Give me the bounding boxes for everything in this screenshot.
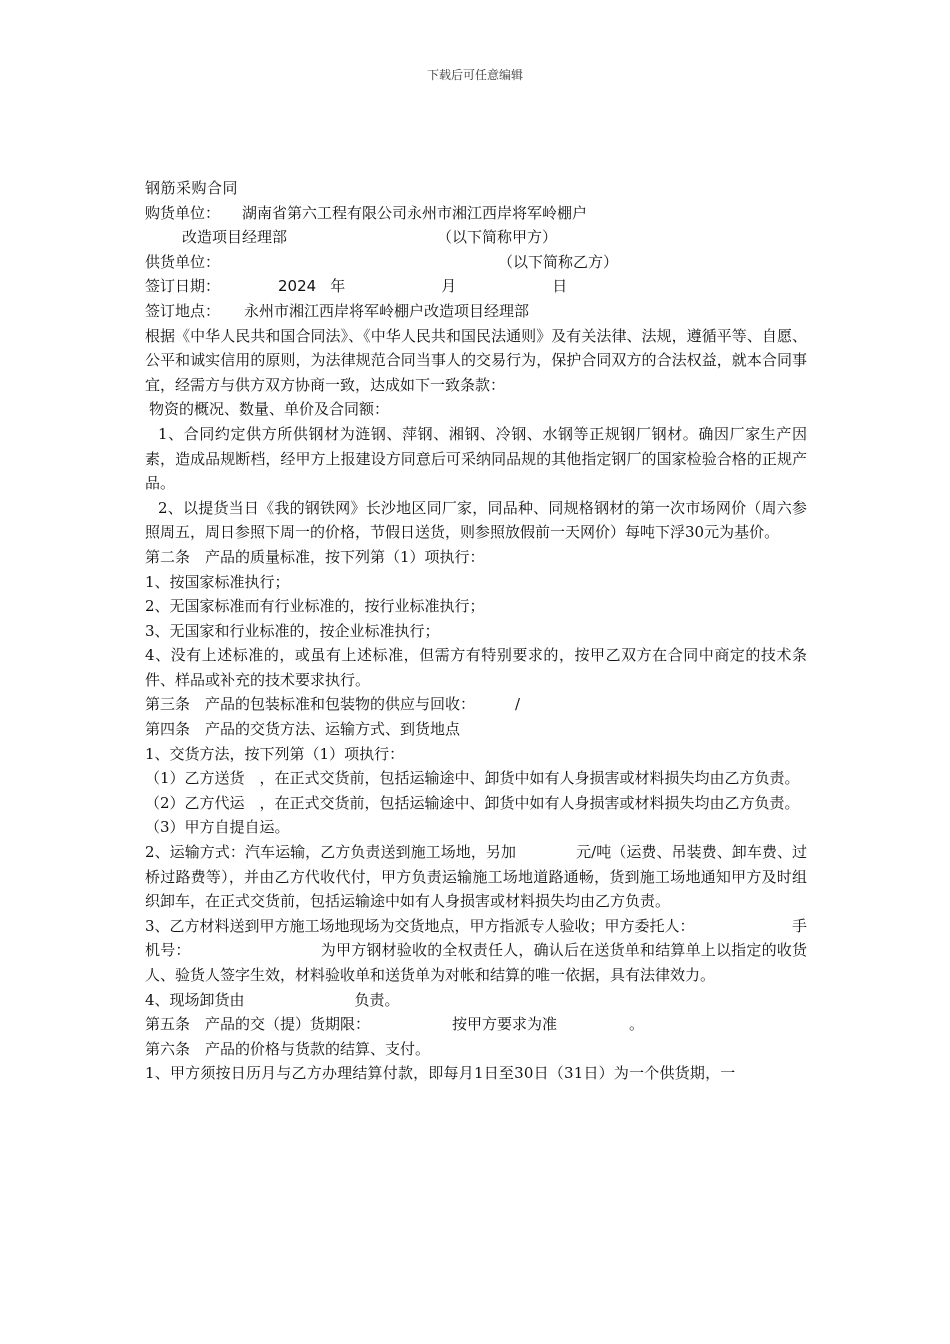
supplier-alias: （以下简称乙方） [498,252,619,271]
buyer-line-cont [145,225,807,250]
article5-end: 。 [629,1015,645,1034]
article4-item3-b: 手 [791,916,807,935]
date-month-unit: 月 [441,277,457,296]
article4-item4-b: 负责。 [354,990,400,1009]
section1-item1 [145,422,807,496]
article5-value: 按甲方要求为准 [452,1015,558,1034]
article4-item1: 1、交货方法，按下列第（1）项执行： [145,744,405,763]
article3-title: 第三条 产品的包装标准和包装物的供应与回收： [145,695,476,714]
article4-item2-a: 2、运输方式：汽车运输，乙方负责送到施工场地，另加 [145,843,517,862]
date-label: 签订日期： [145,277,221,296]
article6-title: 第六条 产品的价格与货款的结算、支付。 [145,1039,431,1058]
article5-title: 第五条 产品的交（提）货期限： [145,1015,371,1034]
article4-item3-c: 机号： [145,941,191,960]
article4-item2-b: 元/吨（运费、吊装费、卸车费、过桥过路费等），并由乙方代收代付，甲方负责运输施工场地道路通畅，货到施工场地通知甲方及时组织卸车，在正式交货前，包括运输途中如有人身损害或材料损失均由乙方负责。 [145,843,808,911]
place-value: 永州市湘江西岸将军岭棚户改造项目经理部 [244,301,530,320]
article4-item3-a: 3、乙方材料送到甲方施工场地现场为交货地点，甲方指派专人验收；甲方委托人： [145,916,695,935]
article4-item3-d: 为甲方钢材验收的全权责任人，确认后在送货单和结算单上以指定的收货人、验货人签字生效，材料验收单和送货单为对帐和结算的唯一依据，具有法律效力。 [145,941,807,984]
article4-option2: （2）乙方代运 ，在正式交货前，包括运输途中、卸货中如有人身损害或材料损失均由乙方负责。 [145,793,800,812]
article2-item1: 1、按国家标准执行； [145,572,290,591]
article4-item3-line1 [145,914,807,939]
buyer-label: 购货单位： [145,203,221,222]
contract-title: 钢筋采购合同 [145,179,239,197]
buyer-name-cont: 改造项目经理部 [182,228,288,247]
date-line [145,274,807,299]
preamble: 根据《中华人民共和国合同法》、《中华人民共和国民法通则》及有关法律、法规，遵循平等、自愿、公平和诚实信用的原则，为法律规范合同当事人的交易行为，保护合同双方的合法权益，就本合同事宜，经需方与供方双方协商一致，达成如下一致条款： [145,326,807,394]
article6-item1: 1、甲方须按日历月与乙方办理结算付款，即每月1日至30日（31日）为一个供货期，一 [145,1064,736,1083]
article4-option3: （3）甲方自提自运。 [145,818,290,837]
buyer-alias: （以下简称甲方） [437,228,558,247]
article2-item2: 2、无国家标准而有行业标准的，按行业标准执行； [145,597,485,616]
article4-item4-a: 4、现场卸货由 [145,990,245,1009]
section1-item1-text: 1、合同约定供方所供钢材为涟钢、萍钢、湘钢、冷钢、水钢等正规钢厂钢材。确因厂家生产因素，造成品规断档，经甲方上报建设方同意后可采纳同品规的其他指定钢厂的国家检验合格的正规产品。 [145,424,807,493]
supplier-label: 供货单位： [145,252,221,271]
article3-line [145,692,807,717]
buyer-name: 湖南省第六工程有限公司永州市湘江西岸将军岭棚户 [242,203,588,222]
article4-item2 [145,840,807,914]
article2-item4: 4、没有上述标准的，或虽有上述标准，但需方有特别要求的，按甲乙双方在合同中商定的技术条件、样品或补充的技术要求执行。 [145,646,807,689]
article4-item3-line2 [145,938,807,987]
article5-line [145,1012,807,1037]
article3-value: / [515,695,521,714]
supplier-line [145,250,807,275]
contract-body [145,176,807,1086]
page-header-note: 下载后可任意编辑 [426,68,523,82]
place-line [145,299,807,324]
article2-item3: 3、无国家和行业标准的，按企业标准执行； [145,621,440,640]
article4-title: 第四条 产品的交货方法、运输方式、到货地点 [145,720,461,739]
date-year-unit: 年 [330,277,346,296]
date-day-unit: 日 [552,277,568,296]
article4-item4 [145,988,807,1013]
section1-item2 [145,496,807,545]
buyer-line [145,201,807,226]
section1-title: 物资的概况、数量、单价及合同额： [149,400,390,419]
article4-option1: （1）乙方送货 ，在正式交货前，包括运输途中、卸货中如有人身损害或材料损失均由乙方负责。 [145,769,800,788]
article2-title: 第二条 产品的质量标准，按下列第（1）项执行： [145,547,485,566]
section1-item2-text: 2、以提货当日《我的钢铁网》长沙地区同厂家，同品种、同规格钢材的第一次市场网价（周六参照周五，周日参照下周一的价格，节假日送货，则参照放假前一天网价）每吨下浮30元为基价。 [145,498,807,542]
date-year: 2024 [278,277,317,296]
place-label: 签订地点： [145,301,221,320]
